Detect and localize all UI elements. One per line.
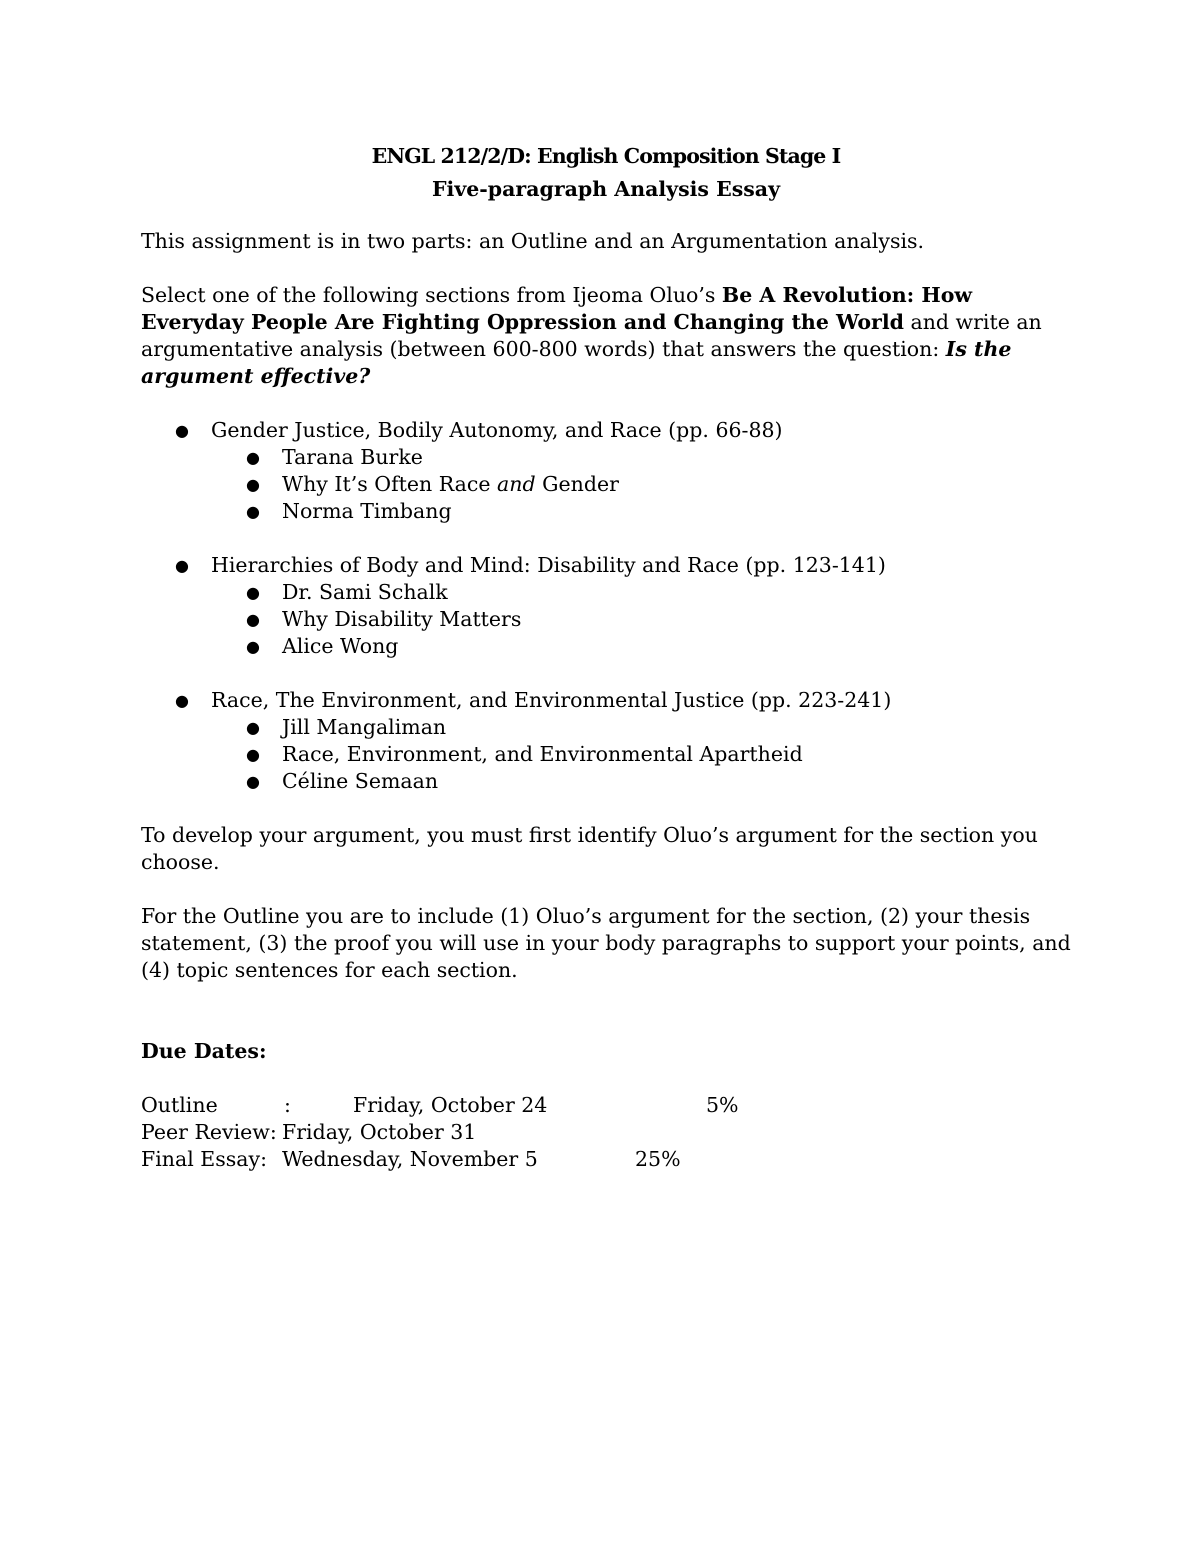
- due-date: Friday, October 31: [282, 1120, 477, 1144]
- section-item: [141, 417, 1071, 525]
- subsection-list: [211, 579, 1071, 660]
- bullet-icon: ●: [246, 637, 260, 656]
- due-label: Peer Review:: [141, 1120, 277, 1144]
- subsection-item: [141, 444, 1071, 471]
- subsection-item: [141, 714, 1071, 741]
- subsection-label: Dr. Sami Schalk: [282, 580, 448, 604]
- subsection-label: Gender: [542, 472, 619, 496]
- subsection-item: [141, 633, 1071, 660]
- section-list-3: [141, 687, 1071, 795]
- intro-paragraph: This assignment is in two parts: an Outline and an Argumentation analysis.: [141, 229, 925, 253]
- section-label: Gender Justice, Bodily Autonomy, and Race (pp. 66-88): [211, 418, 783, 442]
- subsection-label: Race, Environment, and Environmental Apartheid: [282, 742, 803, 766]
- bullet-icon: ●: [175, 421, 189, 440]
- document-page: [141, 140, 1071, 1173]
- subsection-item: [141, 498, 1071, 525]
- section-label: Hierarchies of Body and Mind: Disability and Race (pp. 123-141): [211, 553, 886, 577]
- bullet-icon: ●: [175, 556, 189, 575]
- bullet-icon: ●: [246, 448, 260, 467]
- subsection-item: [141, 741, 1071, 768]
- section-list-1: [141, 417, 1071, 525]
- subsection-list: [211, 444, 1071, 525]
- due-date: Wednesday, November 5: [282, 1147, 538, 1171]
- due-dates-heading: Due Dates:: [141, 1039, 267, 1063]
- course-title: ENGL 212/2/D: English Composition Stage I: [371, 144, 841, 168]
- subsection-label: Norma Timbang: [282, 499, 452, 523]
- develop-paragraph: To develop your argument, you must first identify Oluo’s argument for the section you choose.: [141, 823, 1038, 874]
- bullet-icon: ●: [246, 610, 260, 629]
- due-label: Outline: [141, 1093, 218, 1117]
- subsection-label-italic: and: [497, 472, 536, 496]
- bullet-icon: ●: [246, 772, 260, 791]
- subsection-label: Tarana Burke: [282, 445, 423, 469]
- subsection-label: Why It’s Often Race: [282, 472, 491, 496]
- subsection-label: Jill Mangaliman: [282, 715, 447, 739]
- book-title: Be A Revolution: How Everyday People Are Fighting Oppression and Changing the World: [141, 283, 973, 334]
- subsection-item: [141, 606, 1071, 633]
- due-weight: 25%: [635, 1147, 681, 1171]
- section-list-2: [141, 552, 1071, 660]
- select-text-before: Select one of the following sections from Ijeoma Oluo’s: [141, 283, 722, 307]
- bullet-icon: ●: [246, 502, 260, 521]
- due-dates-table: [141, 1092, 1071, 1173]
- outline-paragraph: For the Outline you are to include (1) Oluo’s argument for the section, (2) your thesis statement, (3) the proof you will use in your body paragraphs to support your points, and (4) topic sentences for each section.: [141, 904, 1071, 982]
- select-paragraph: [141, 282, 1071, 390]
- subsection-list: [211, 714, 1071, 795]
- due-weight: 5%: [706, 1093, 739, 1117]
- section-item: [141, 552, 1071, 660]
- assignment-title: Five-paragraph Analysis Essay: [432, 177, 780, 201]
- bullet-icon: ●: [246, 475, 260, 494]
- bullet-icon: ●: [246, 583, 260, 602]
- essay-question: Is the argument effective?: [141, 337, 1012, 388]
- bullet-icon: ●: [175, 691, 189, 710]
- due-separator: :: [284, 1093, 291, 1117]
- subsection-label: Céline Semaan: [282, 769, 439, 793]
- subsection-item: [141, 471, 1071, 498]
- bullet-icon: ●: [246, 718, 260, 737]
- subsection-label: Alice Wong: [282, 634, 399, 658]
- due-row-peer-review: [141, 1119, 1071, 1146]
- subsection-label: Why Disability Matters: [282, 607, 522, 631]
- due-row-outline: [141, 1092, 1071, 1119]
- section-item: [141, 687, 1071, 795]
- due-row-final-essay: [141, 1146, 1071, 1173]
- section-label: Race, The Environment, and Environmental Justice (pp. 223-241): [211, 688, 892, 712]
- subsection-item: [141, 579, 1071, 606]
- due-date: Friday, October 24: [353, 1093, 548, 1117]
- due-label: Final Essay:: [141, 1147, 267, 1171]
- bullet-icon: ●: [246, 745, 260, 764]
- select-text-middle: and write an argumentative analysis (between 600-800 words) that answers the question:: [141, 310, 1042, 361]
- subsection-item: [141, 768, 1071, 795]
